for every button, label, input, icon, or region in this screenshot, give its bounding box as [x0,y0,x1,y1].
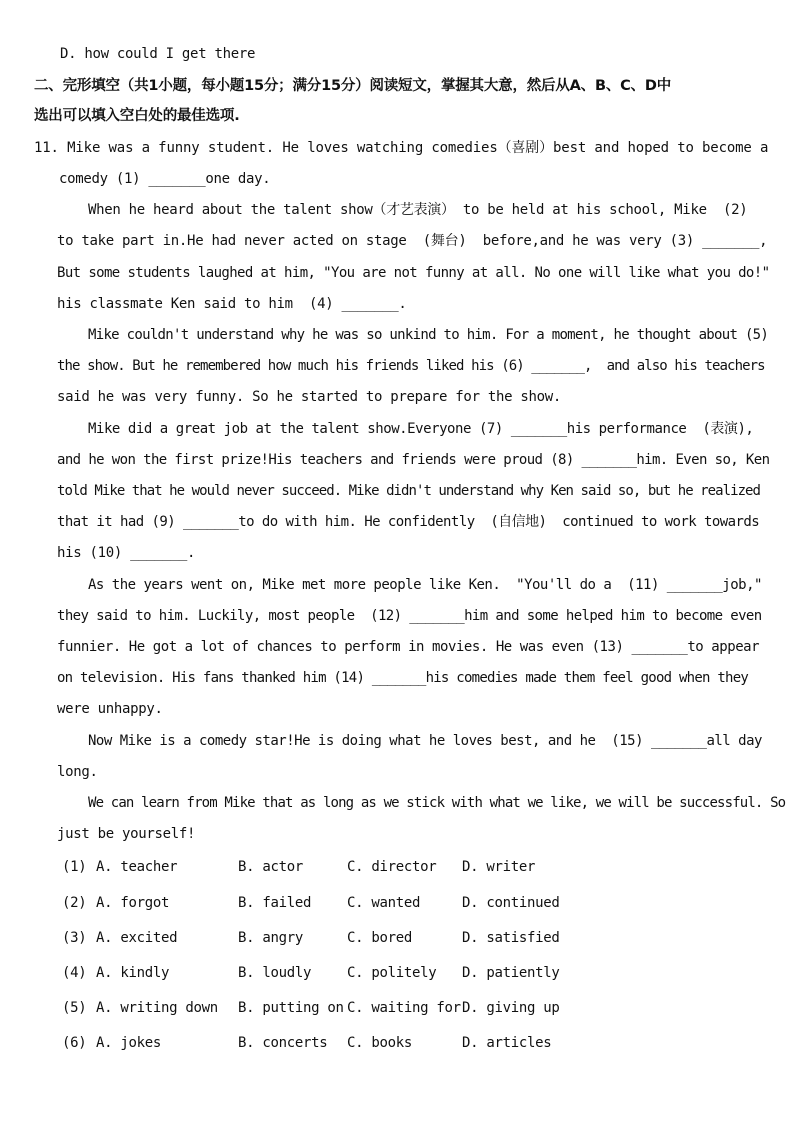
option-c: C. bored [347,930,413,946]
passage-line: comedy (1) _______one day. [59,171,271,187]
option-d: D. giving up [462,1000,560,1016]
option-row-5 [62,998,782,1018]
option-row-4 [62,963,782,983]
section-heading-line2: 选出可以填入空白处的最佳选项. [34,108,240,124]
option-b: B. actor [238,859,304,875]
passage-line: But some students laughed at him, "You are not funny at all. No one will like what you do!" [57,265,770,281]
option-c: C. books [347,1035,413,1051]
option-a: A. excited [96,930,178,946]
option-b: B. failed [238,895,312,911]
passage-line: told Mike that he would never succeed. Mike didn't understand why Ken said so, but he realized [57,483,760,499]
passage-line: When he heard about the talent show（才艺表演） to be held at his school, Mike (2) [88,202,748,218]
option-b: B. putting on [238,1000,344,1016]
option-number: (4) [62,965,87,981]
passage-line: and he won the first prize!His teachers and friends were proud (8) _______him. Even so, Ken [57,452,770,468]
passage-line: 11. Mike was a funny student. He loves watching comedies（喜剧）best and hoped to become a [34,140,769,156]
option-d: D. patiently [462,965,560,981]
passage-line: As the years went on, Mike met more people like Ken. "You'll do a (11) _______job," [88,577,762,593]
option-number: (1) [62,859,87,875]
option-row-3 [62,928,782,948]
section-heading-line1: 二、完形填空（共1小题，每小题15分；满分15分）阅读短文，掌握其大意，然后从A、B、C、D中 [34,78,671,94]
option-a: A. jokes [96,1035,162,1051]
top-option-d: D. how could I get there [60,46,256,62]
option-a: A. kindly [96,965,170,981]
passage-line: Mike did a great job at the talent show.Everyone (7) _______his performance (表演), [88,421,754,437]
option-number: (6) [62,1035,87,1051]
option-d: D. articles [462,1035,552,1051]
passage-line: said he was very funny. So he started to prepare for the show. [57,389,561,405]
passage-line: were unhappy. [57,701,163,717]
passage-line: We can learn from Mike that as long as we stick with what we like, we will be successful. So [88,795,786,811]
option-a: A. teacher [96,859,178,875]
option-row-1 [62,857,782,877]
passage-line: just be yourself! [57,826,196,842]
passage-line: to take part in.He had never acted on stage (舞台) before,and he was very (3) _______, [57,233,768,249]
passage-line: funnier. He got a lot of chances to perform in movies. He was even (13) _______to appear [57,639,760,655]
option-number: (5) [62,1000,87,1016]
option-number: (3) [62,930,87,946]
option-a: A. forgot [96,895,170,911]
option-d: D. continued [462,895,560,911]
passage-line: long. [57,764,98,780]
passage-line: the show. But he remembered how much his friends liked his (6) _______, and also his teachers [57,358,765,374]
passage-line: his (10) _______. [57,545,196,561]
passage-line: his classmate Ken said to him (4) _______. [57,296,407,312]
passage-line: they said to him. Luckily, most people (12) _______him and some helped him to become even [57,608,762,624]
option-row-2 [62,893,782,913]
option-c: C. politely [347,965,437,981]
option-row-6 [62,1033,782,1053]
option-c: C. director [347,859,437,875]
option-b: B. concerts [238,1035,328,1051]
option-number: (2) [62,895,87,911]
option-d: D. writer [462,859,536,875]
option-c: C. waiting for [347,1000,461,1016]
option-b: B. loudly [238,965,312,981]
option-a: A. writing down [96,1000,218,1016]
option-b: B. angry [238,930,304,946]
passage-line: Mike couldn't understand why he was so unkind to him. For a moment, he thought about (5) [88,327,769,343]
passage-line: on television. His fans thanked him (14) _______his comedies made them feel good when they [57,670,749,686]
option-c: C. wanted [347,895,421,911]
passage-line: Now Mike is a comedy star!He is doing what he loves best, and he (15) _______all day [88,733,762,749]
option-d: D. satisfied [462,930,560,946]
passage-line: that it had (9) _______to do with him. He confidently (自信地) continued to work towards [57,514,760,530]
